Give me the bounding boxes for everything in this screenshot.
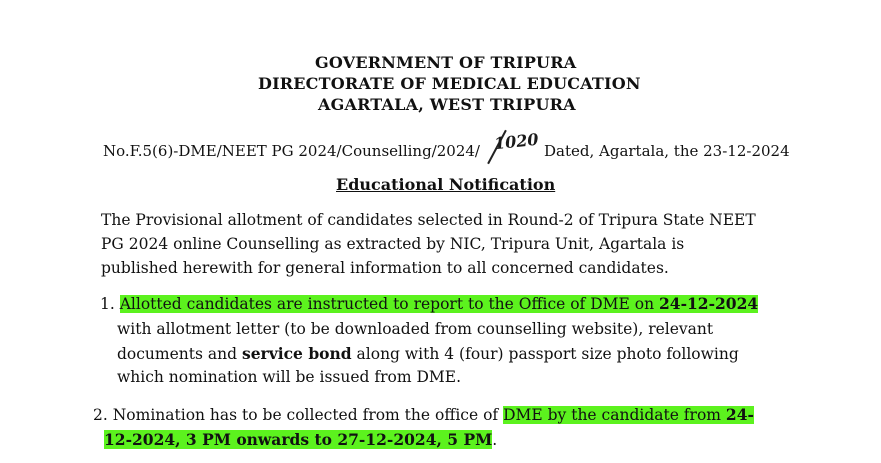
intro-line-1: The Provisional allotment of candidates selected in Round-2 of Tripura State NEET: [101, 211, 756, 229]
header-government: GOVERNMENT OF TRIPURA: [315, 53, 577, 72]
point-2-date-range: 12-2024, 3 PM onwards to 27-12-2024, 5 PM: [104, 430, 493, 449]
intro-line-2: PG 2024 online Counselling as extracted by NIC, Tripura Unit, Agartala is: [101, 235, 685, 253]
reference-date: Dated, Agartala, the 23-12-2024: [544, 142, 790, 160]
point-1-line-3: [117, 344, 739, 363]
point-2-highlight: [503, 406, 754, 424]
point-2-line-1: [93, 405, 754, 424]
point-1-line-4: which nomination will be issued from DME.: [117, 368, 462, 386]
point-1-line-2: with allotment letter (to be downloaded from counselling website), relevant: [117, 320, 714, 338]
point-1-number: 1.: [100, 295, 115, 313]
header-directorate: DIRECTORATE OF MEDICAL EDUCATION: [258, 74, 641, 93]
point-2-line-2: [104, 430, 497, 449]
point-1-line-1: [100, 294, 758, 313]
point-2-end: .: [492, 431, 498, 449]
intro-line-3: published herewith for general information to all concerned candidates.: [101, 259, 669, 277]
point-1-highlight-text: Allotted candidates are instructed to report to the Office of DME on: [119, 295, 660, 313]
point-2-highlight-text: DME by the candidate from: [503, 406, 726, 424]
point-2-pre: Nomination has to be collected from the office of: [112, 406, 504, 424]
point-2-date-start: 24-: [725, 405, 754, 424]
point-1-report-date: 24-12-2024: [659, 294, 759, 313]
point-2-number: 2.: [93, 406, 108, 424]
reference-number: No.F.5(6)-DME/NEET PG 2024/Counselling/2024/: [103, 142, 480, 160]
header-location: AGARTALA, WEST TRIPURA: [318, 95, 576, 114]
point-1-highlight: [120, 295, 758, 313]
notification-title: Educational Notification: [336, 175, 556, 194]
point-1-line-3-post: along with 4 (four) passport size photo following: [351, 345, 739, 363]
point-1-line-3-pre: documents and: [117, 345, 242, 363]
handwritten-number: 1020: [493, 129, 540, 154]
service-bond-text: service bond: [241, 344, 352, 363]
